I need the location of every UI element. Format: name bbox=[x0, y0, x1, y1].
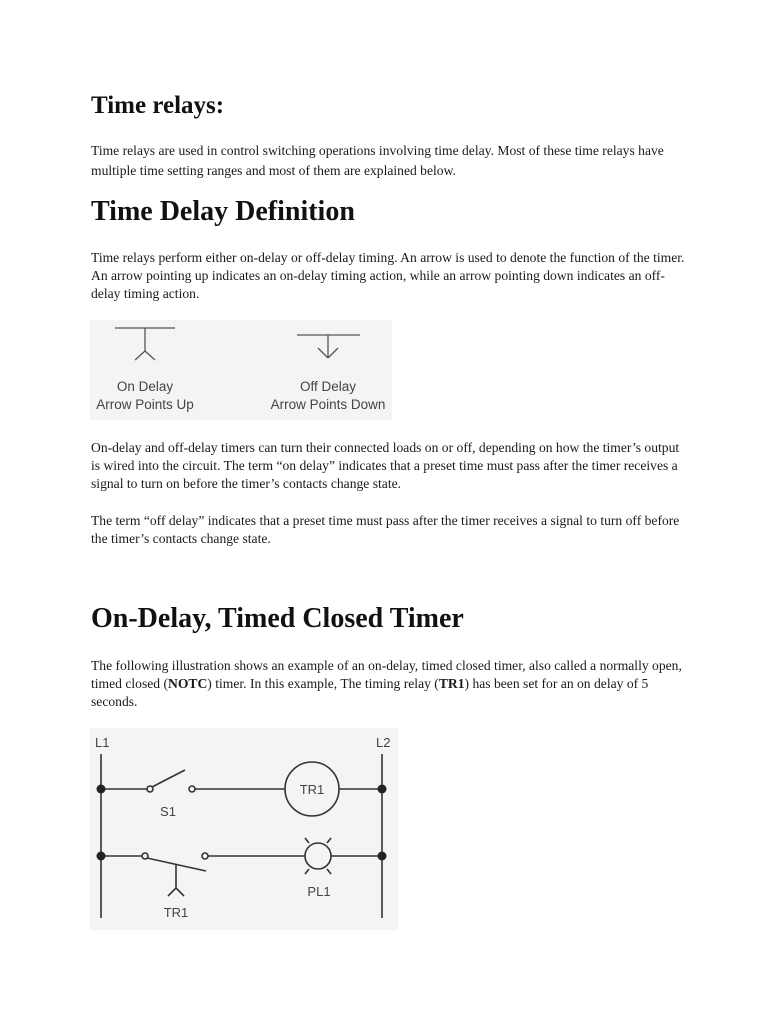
l1-label: L1 bbox=[95, 735, 110, 750]
paragraph-delay-timers: On-delay and off-delay timers can turn their connected loads on or off, depending on how the timer’s output is wired into the circuit. The term “on delay” indicates that a preset time must pass after the timer receives a signal to turn on before the timer’s contacts change state. bbox=[91, 440, 680, 491]
pl1-ray bbox=[305, 838, 309, 843]
on-delay-arrow-icon bbox=[115, 328, 175, 360]
pl1-ray bbox=[305, 869, 309, 874]
on-delay-arrow-right bbox=[176, 888, 184, 896]
tr1-bold: TR1 bbox=[438, 676, 465, 691]
pl1-label: PL1 bbox=[307, 884, 331, 899]
paragraph-time-delay-definition: Time relays perform either on-delay or off-delay timing. An arrow is used to denote the function of the timer. An arrow pointing up indicates an on-delay timing action, while an arrow pointing down indicates an off-delay timing action. bbox=[91, 250, 685, 301]
off-delay-caption: Arrow Points Down bbox=[270, 397, 386, 412]
pl1-ray bbox=[327, 838, 331, 843]
on-delay-arrow-left bbox=[168, 888, 176, 896]
paragraph-text-2: ) timer. In this example, The timing relay ( bbox=[207, 676, 439, 691]
on-delay-caption: Arrow Points Up bbox=[96, 397, 194, 412]
heading-time-delay-definition: Time Delay Definition bbox=[91, 196, 355, 227]
notc-bold: NOTC bbox=[168, 676, 208, 691]
heading-on-delay-timed-closed-timer: On-Delay, Timed Closed Timer bbox=[91, 603, 464, 634]
junction-dot bbox=[97, 785, 106, 794]
junction-dot bbox=[378, 852, 387, 861]
tr1-coil-label: TR1 bbox=[299, 782, 325, 797]
paragraph-time-relays: Time relays are used in control switching operations involving time delay. Most of these time relays have multiple time setting ranges and most of them are explained below. bbox=[91, 143, 664, 178]
paragraph-text-3: ) has been set for an on delay of 5 seconds. bbox=[91, 676, 649, 709]
s1-terminal-right bbox=[189, 786, 195, 792]
off-delay-title: Off Delay bbox=[299, 379, 357, 394]
paragraph-text-1: The following illustration shows an example of an on-delay, timed closed timer, also called a normally open, timed closed ( bbox=[91, 658, 682, 691]
delay-arrows-svg bbox=[90, 320, 392, 420]
paragraph-off-delay: The term “off delay” indicates that a preset time must pass after the timer receives a signal to turn off before the timer’s contacts change state. bbox=[91, 513, 680, 546]
tr1-contact-label: TR1 bbox=[163, 905, 189, 920]
s1-label: S1 bbox=[160, 804, 176, 819]
ladder-diagram-figure bbox=[90, 728, 398, 930]
off-delay-arrow-icon bbox=[297, 335, 360, 358]
junction-dot bbox=[378, 785, 387, 794]
delay-arrows-figure bbox=[90, 320, 392, 420]
pl1-ray bbox=[327, 869, 331, 874]
s1-switch-blade bbox=[152, 770, 185, 787]
heading-time-relays: Time relays: bbox=[91, 92, 225, 119]
l2-label: L2 bbox=[376, 735, 391, 750]
tr1-contact-terminal-right bbox=[202, 853, 208, 859]
paragraph-on-delay-timer bbox=[91, 657, 691, 711]
junction-dot bbox=[97, 852, 106, 861]
pl1-pilot-light-icon bbox=[305, 843, 331, 869]
on-delay-title: On Delay bbox=[116, 379, 174, 394]
ladder-diagram-svg bbox=[90, 728, 398, 930]
